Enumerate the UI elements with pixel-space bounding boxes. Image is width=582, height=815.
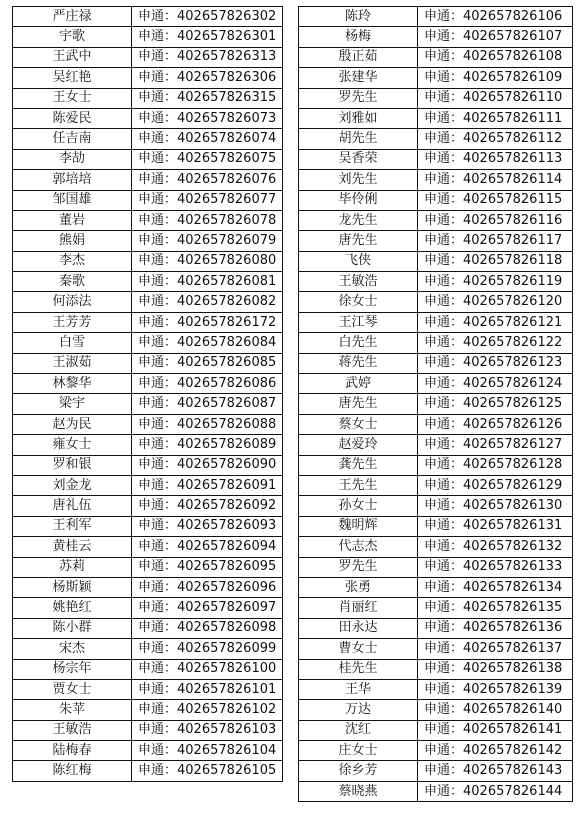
tracking-number: 申通：402657826114 xyxy=(418,170,573,190)
recipient-name: 姚艳红 xyxy=(13,598,132,618)
tracking-number: 申通：402657826092 xyxy=(132,496,283,516)
recipient-name: 唐礼伍 xyxy=(13,496,132,516)
tracking-number: 申通：402657826112 xyxy=(418,129,573,149)
recipient-name: 殷正茹 xyxy=(299,47,418,67)
table-row xyxy=(13,659,283,679)
tracking-number: 申通：402657826115 xyxy=(418,190,573,210)
table-row xyxy=(13,577,283,597)
table-row xyxy=(13,618,283,638)
recipient-name: 武婷 xyxy=(299,374,418,394)
recipient-name: 严庄禄 xyxy=(13,7,132,27)
recipient-name: 王敏浩 xyxy=(299,272,418,292)
table-row xyxy=(13,720,283,740)
recipient-name: 徐女士 xyxy=(299,292,418,312)
tracking-number: 申通：402657826101 xyxy=(132,679,283,699)
recipient-name: 熊娟 xyxy=(13,231,132,251)
tracking-number: 申通：402657826118 xyxy=(418,251,573,271)
table-row xyxy=(13,333,283,353)
recipient-name: 罗先生 xyxy=(299,557,418,577)
table-row xyxy=(13,190,283,210)
tracking-number: 申通：402657826129 xyxy=(418,475,573,495)
table-row xyxy=(13,455,283,475)
table-row xyxy=(13,496,283,516)
table-row xyxy=(13,231,283,251)
tracking-number: 申通：402657826079 xyxy=(132,231,283,251)
recipient-name: 蒋先生 xyxy=(299,353,418,373)
table-row xyxy=(299,435,573,455)
table-row xyxy=(299,598,573,618)
tracking-number: 申通：402657826128 xyxy=(418,455,573,475)
recipient-name: 万达 xyxy=(299,700,418,720)
recipient-name: 刘金龙 xyxy=(13,475,132,495)
table-row xyxy=(299,516,573,536)
table-row xyxy=(299,47,573,67)
table-row xyxy=(299,210,573,230)
table-row xyxy=(299,455,573,475)
tracking-number: 申通：402657826133 xyxy=(418,557,573,577)
tracking-number: 申通：402657826077 xyxy=(132,190,283,210)
recipient-name: 陈红梅 xyxy=(13,761,132,781)
table-row xyxy=(13,27,283,47)
table-row xyxy=(13,88,283,108)
tracking-number: 申通：402657826140 xyxy=(418,700,573,720)
tracking-number: 申通：402657826131 xyxy=(418,516,573,536)
table-row xyxy=(13,679,283,699)
tracking-number: 申通：402657826313 xyxy=(132,47,283,67)
recipient-name: 魏明辉 xyxy=(299,516,418,536)
tracking-number: 申通：402657826113 xyxy=(418,149,573,169)
table-row xyxy=(299,557,573,577)
recipient-name: 唐先生 xyxy=(299,394,418,414)
recipient-name: 王江琴 xyxy=(299,312,418,332)
tracking-number: 申通：402657826116 xyxy=(418,210,573,230)
table-row xyxy=(299,68,573,88)
tracking-number: 申通：402657826094 xyxy=(132,537,283,557)
tracking-number: 申通：402657826084 xyxy=(132,333,283,353)
recipient-name: 梁宇 xyxy=(13,394,132,414)
tracking-number: 申通：402657826109 xyxy=(418,68,573,88)
table-row xyxy=(299,414,573,434)
recipient-name: 陈小群 xyxy=(13,618,132,638)
tracking-number: 申通：402657826123 xyxy=(418,353,573,373)
recipient-name: 代志杰 xyxy=(299,537,418,557)
recipient-name: 吴红艳 xyxy=(13,68,132,88)
recipient-name: 宇歌 xyxy=(13,27,132,47)
recipient-name: 孙女士 xyxy=(299,496,418,516)
tracking-number: 申通：402657826105 xyxy=(132,761,283,781)
recipient-name: 唐先生 xyxy=(299,231,418,251)
table-row xyxy=(299,27,573,47)
recipient-name: 罗和银 xyxy=(13,455,132,475)
recipient-name: 邹国雄 xyxy=(13,190,132,210)
recipient-name: 黄桂云 xyxy=(13,537,132,557)
recipient-name: 宋杰 xyxy=(13,639,132,659)
recipient-name: 雍女士 xyxy=(13,435,132,455)
table-row xyxy=(299,170,573,190)
table-row xyxy=(299,333,573,353)
tracking-number: 申通：402657826086 xyxy=(132,374,283,394)
table-row xyxy=(299,251,573,271)
recipient-name: 张勇 xyxy=(299,577,418,597)
table-row xyxy=(13,414,283,434)
left-table-body xyxy=(13,7,283,782)
table-row xyxy=(299,577,573,597)
tracking-number: 申通：402657826090 xyxy=(132,455,283,475)
tracking-number: 申通：402657826130 xyxy=(418,496,573,516)
table-row xyxy=(13,108,283,128)
table-row xyxy=(299,639,573,659)
tracking-number: 申通：402657826110 xyxy=(418,88,573,108)
recipient-name: 陆梅春 xyxy=(13,741,132,761)
table-row xyxy=(13,129,283,149)
tracking-number: 申通：402657826103 xyxy=(132,720,283,740)
right-table-body xyxy=(299,7,573,802)
tracking-number: 申通：402657826144 xyxy=(418,781,573,801)
recipient-name: 贾女士 xyxy=(13,679,132,699)
recipient-name: 蔡女士 xyxy=(299,414,418,434)
table-row xyxy=(299,761,573,781)
recipient-name: 李劼 xyxy=(13,149,132,169)
recipient-name: 罗先生 xyxy=(299,88,418,108)
table-row xyxy=(13,47,283,67)
tracking-number: 申通：402657826136 xyxy=(418,618,573,638)
table-row xyxy=(13,700,283,720)
table-row xyxy=(299,537,573,557)
tracking-number: 申通：402657826302 xyxy=(132,7,283,27)
recipient-name: 胡先生 xyxy=(299,129,418,149)
recipient-name: 赵为民 xyxy=(13,414,132,434)
recipient-name: 秦歌 xyxy=(13,272,132,292)
tracking-number: 申通：402657826097 xyxy=(132,598,283,618)
table-row xyxy=(13,170,283,190)
tracking-number: 申通：402657826121 xyxy=(418,312,573,332)
tracking-number: 申通：402657826081 xyxy=(132,272,283,292)
recipient-name: 朱苹 xyxy=(13,700,132,720)
tracking-number: 申通：402657826098 xyxy=(132,618,283,638)
table-row xyxy=(13,292,283,312)
tracking-number: 申通：402657826135 xyxy=(418,598,573,618)
recipient-name: 林黎华 xyxy=(13,374,132,394)
tracking-number: 申通：402657826120 xyxy=(418,292,573,312)
recipient-name: 任吉南 xyxy=(13,129,132,149)
table-row xyxy=(13,394,283,414)
recipient-name: 刘雅如 xyxy=(299,108,418,128)
table-row xyxy=(13,272,283,292)
recipient-name: 苏莉 xyxy=(13,557,132,577)
recipient-name: 桂先生 xyxy=(299,659,418,679)
recipient-name: 张建华 xyxy=(299,68,418,88)
tracking-number: 申通：402657826085 xyxy=(132,353,283,373)
tracking-number: 申通：402657826124 xyxy=(418,374,573,394)
tracking-number: 申通：402657826087 xyxy=(132,394,283,414)
tracking-number: 申通：402657826107 xyxy=(418,27,573,47)
tracking-number: 申通：402657826301 xyxy=(132,27,283,47)
recipient-name: 龚先生 xyxy=(299,455,418,475)
recipient-name: 李杰 xyxy=(13,251,132,271)
table-row xyxy=(299,88,573,108)
recipient-name: 王女士 xyxy=(13,88,132,108)
table-row xyxy=(299,496,573,516)
table-row xyxy=(13,353,283,373)
recipient-name: 庄女士 xyxy=(299,741,418,761)
tracking-number: 申通：402657826143 xyxy=(418,761,573,781)
recipient-name: 白雪 xyxy=(13,333,132,353)
recipient-name: 王敏浩 xyxy=(13,720,132,740)
recipient-name: 龙先生 xyxy=(299,210,418,230)
recipient-name: 赵爱玲 xyxy=(299,435,418,455)
table-row xyxy=(299,312,573,332)
table-row xyxy=(299,231,573,251)
table-row xyxy=(13,374,283,394)
table-row xyxy=(299,394,573,414)
tracking-number: 申通：402657826102 xyxy=(132,700,283,720)
tracking-number: 申通：402657826100 xyxy=(132,659,283,679)
recipient-name: 刘先生 xyxy=(299,170,418,190)
tracking-number: 申通：402657826172 xyxy=(132,312,283,332)
table-row xyxy=(13,557,283,577)
tracking-number: 申通：402657826099 xyxy=(132,639,283,659)
table-row xyxy=(299,129,573,149)
table-row xyxy=(13,639,283,659)
tracking-number: 申通：402657826106 xyxy=(418,7,573,27)
recipient-name: 王芳芳 xyxy=(13,312,132,332)
tracking-number: 申通：402657826082 xyxy=(132,292,283,312)
table-row xyxy=(299,475,573,495)
table-row xyxy=(299,353,573,373)
recipient-name: 王利军 xyxy=(13,516,132,536)
recipient-name: 肖丽红 xyxy=(299,598,418,618)
recipient-name: 徐乡芳 xyxy=(299,761,418,781)
recipient-name: 杨梅 xyxy=(299,27,418,47)
recipient-name: 吴香荣 xyxy=(299,149,418,169)
recipient-name: 曹女士 xyxy=(299,639,418,659)
tracking-number: 申通：402657826126 xyxy=(418,414,573,434)
table-row xyxy=(299,741,573,761)
tracking-number: 申通：402657826138 xyxy=(418,659,573,679)
recipient-name: 陈爱民 xyxy=(13,108,132,128)
table-row xyxy=(13,537,283,557)
table-row xyxy=(13,210,283,230)
table-row xyxy=(13,598,283,618)
table-row xyxy=(299,659,573,679)
recipient-name: 郭培培 xyxy=(13,170,132,190)
tracking-number: 申通：402657826119 xyxy=(418,272,573,292)
recipient-name: 毕伶俐 xyxy=(299,190,418,210)
recipient-name: 陈玲 xyxy=(299,7,418,27)
table-row xyxy=(299,108,573,128)
tracking-number: 申通：402657826089 xyxy=(132,435,283,455)
table-row xyxy=(13,761,283,781)
table-row xyxy=(13,741,283,761)
table-row xyxy=(299,149,573,169)
table-row xyxy=(299,781,573,801)
tracking-number: 申通：402657826078 xyxy=(132,210,283,230)
table-row xyxy=(13,516,283,536)
tracking-number: 申通：402657826132 xyxy=(418,537,573,557)
tracking-number: 申通：402657826134 xyxy=(418,577,573,597)
recipient-name: 杨宗年 xyxy=(13,659,132,679)
recipient-name: 王淑茹 xyxy=(13,353,132,373)
recipient-name: 董岩 xyxy=(13,210,132,230)
recipient-name: 王华 xyxy=(299,679,418,699)
tracking-number: 申通：402657826141 xyxy=(418,720,573,740)
tracking-number: 申通：402657826125 xyxy=(418,394,573,414)
tracking-number: 申通：402657826073 xyxy=(132,108,283,128)
tracking-number: 申通：402657826122 xyxy=(418,333,573,353)
right-tracking-table xyxy=(298,6,573,802)
table-row xyxy=(299,618,573,638)
table-row xyxy=(13,149,283,169)
table-row xyxy=(299,292,573,312)
tracking-number: 申通：402657826076 xyxy=(132,170,283,190)
tracking-number: 申通：402657826075 xyxy=(132,149,283,169)
tracking-number: 申通：402657826104 xyxy=(132,741,283,761)
table-row xyxy=(13,7,283,27)
table-row xyxy=(299,272,573,292)
table-row xyxy=(299,374,573,394)
tracking-number: 申通：402657826142 xyxy=(418,741,573,761)
tracking-number: 申通：402657826080 xyxy=(132,251,283,271)
table-row xyxy=(299,7,573,27)
recipient-name: 王先生 xyxy=(299,475,418,495)
recipient-name: 杨斯颖 xyxy=(13,577,132,597)
tracking-number: 申通：402657826139 xyxy=(418,679,573,699)
tracking-number: 申通：402657826093 xyxy=(132,516,283,536)
tracking-number: 申通：402657826117 xyxy=(418,231,573,251)
tracking-number: 申通：402657826315 xyxy=(132,88,283,108)
table-row xyxy=(13,251,283,271)
tracking-number: 申通：402657826137 xyxy=(418,639,573,659)
tracking-number: 申通：402657826074 xyxy=(132,129,283,149)
table-row xyxy=(13,68,283,88)
table-row xyxy=(13,312,283,332)
tracking-number: 申通：402657826306 xyxy=(132,68,283,88)
tracking-number: 申通：402657826095 xyxy=(132,557,283,577)
tracking-number: 申通：402657826091 xyxy=(132,475,283,495)
tracking-number: 申通：402657826088 xyxy=(132,414,283,434)
recipient-name: 飞侠 xyxy=(299,251,418,271)
recipient-name: 沈红 xyxy=(299,720,418,740)
table-row xyxy=(299,679,573,699)
table-row xyxy=(13,475,283,495)
tracking-number: 申通：402657826127 xyxy=(418,435,573,455)
recipient-name: 王武中 xyxy=(13,47,132,67)
tracking-number: 申通：402657826108 xyxy=(418,47,573,67)
recipient-name: 蔡晓燕 xyxy=(299,781,418,801)
table-row xyxy=(13,435,283,455)
table-row xyxy=(299,190,573,210)
left-tracking-table xyxy=(12,6,283,782)
recipient-name: 白先生 xyxy=(299,333,418,353)
table-row xyxy=(299,720,573,740)
tracking-number: 申通：402657826111 xyxy=(418,108,573,128)
tracking-number: 申通：402657826096 xyxy=(132,577,283,597)
recipient-name: 田永达 xyxy=(299,618,418,638)
recipient-name: 何添法 xyxy=(13,292,132,312)
table-row xyxy=(299,700,573,720)
